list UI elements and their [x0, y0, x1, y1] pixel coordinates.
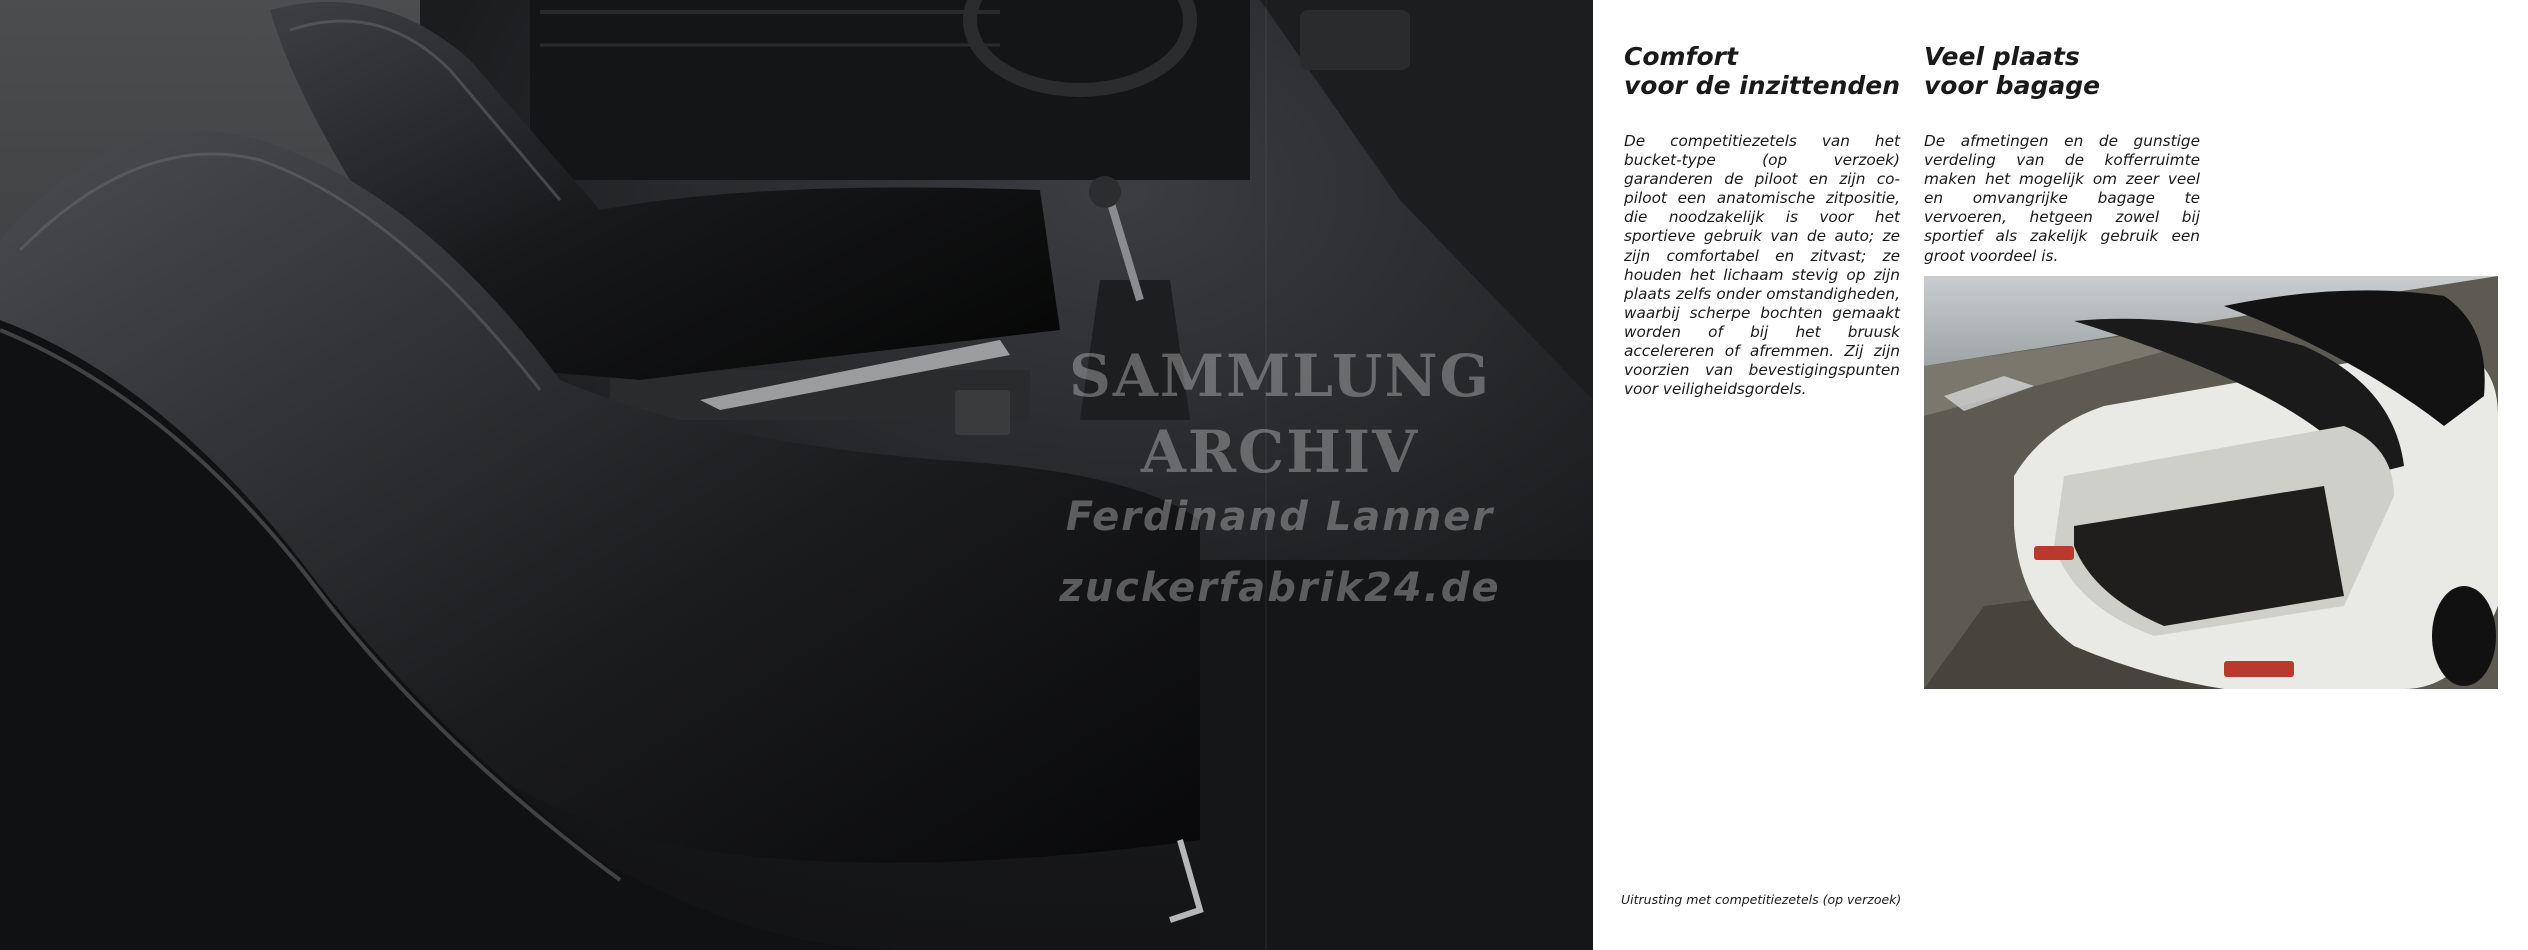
floor-right [1200, 560, 1593, 950]
watermark-line-3: Ferdinand Lanner [1065, 494, 1495, 540]
heading-luggage-space: Veel plaats voor bagage [1924, 42, 2101, 100]
photo-caption: Uitrusting met competitiezetels (op verzoek) [1621, 892, 1902, 907]
watermark-line-2: ARCHIV [1140, 418, 1420, 486]
watermark-line-4: zuckerfabrik24.de [1059, 565, 1501, 611]
body-luggage-space: De afmetingen en de gunstige verdeling van de kofferruimte maken het mogelijk om zeer veel en omvangrijke bagage te vervoeren, hetgeen zowel bij sportief als zakelijk gebruik een groot voordeel is. [1924, 132, 2200, 265]
open-trunk-photo [1924, 276, 2498, 689]
open-trunk-illustration [1924, 276, 2498, 689]
heading-comfort: Comfort voor de inzittenden [1624, 42, 1901, 100]
body-comfort: De competitiezetels van het bucket-type (op verzoek) garanderen de piloot en zijn co-piloot een anatomische zitpositie, die noodzakelijk is voor het sportieve gebruik van de auto; ze zijn comfortabel en zitvast; ze houden het lichaam stevig op zijn plaats zelfs onder omstandigheden, waarbij scherpe bochten gemaakt worden of bij het bruusk accelereren of afremmen. Zij zijn voorzien van bevestigingspunten voor veiligheidsgordels. [1624, 132, 1900, 399]
watermark-line-1: SAMMLUNG [1068, 342, 1492, 410]
seat-adjust-lever [1170, 840, 1200, 920]
door-panel [530, 0, 1250, 180]
